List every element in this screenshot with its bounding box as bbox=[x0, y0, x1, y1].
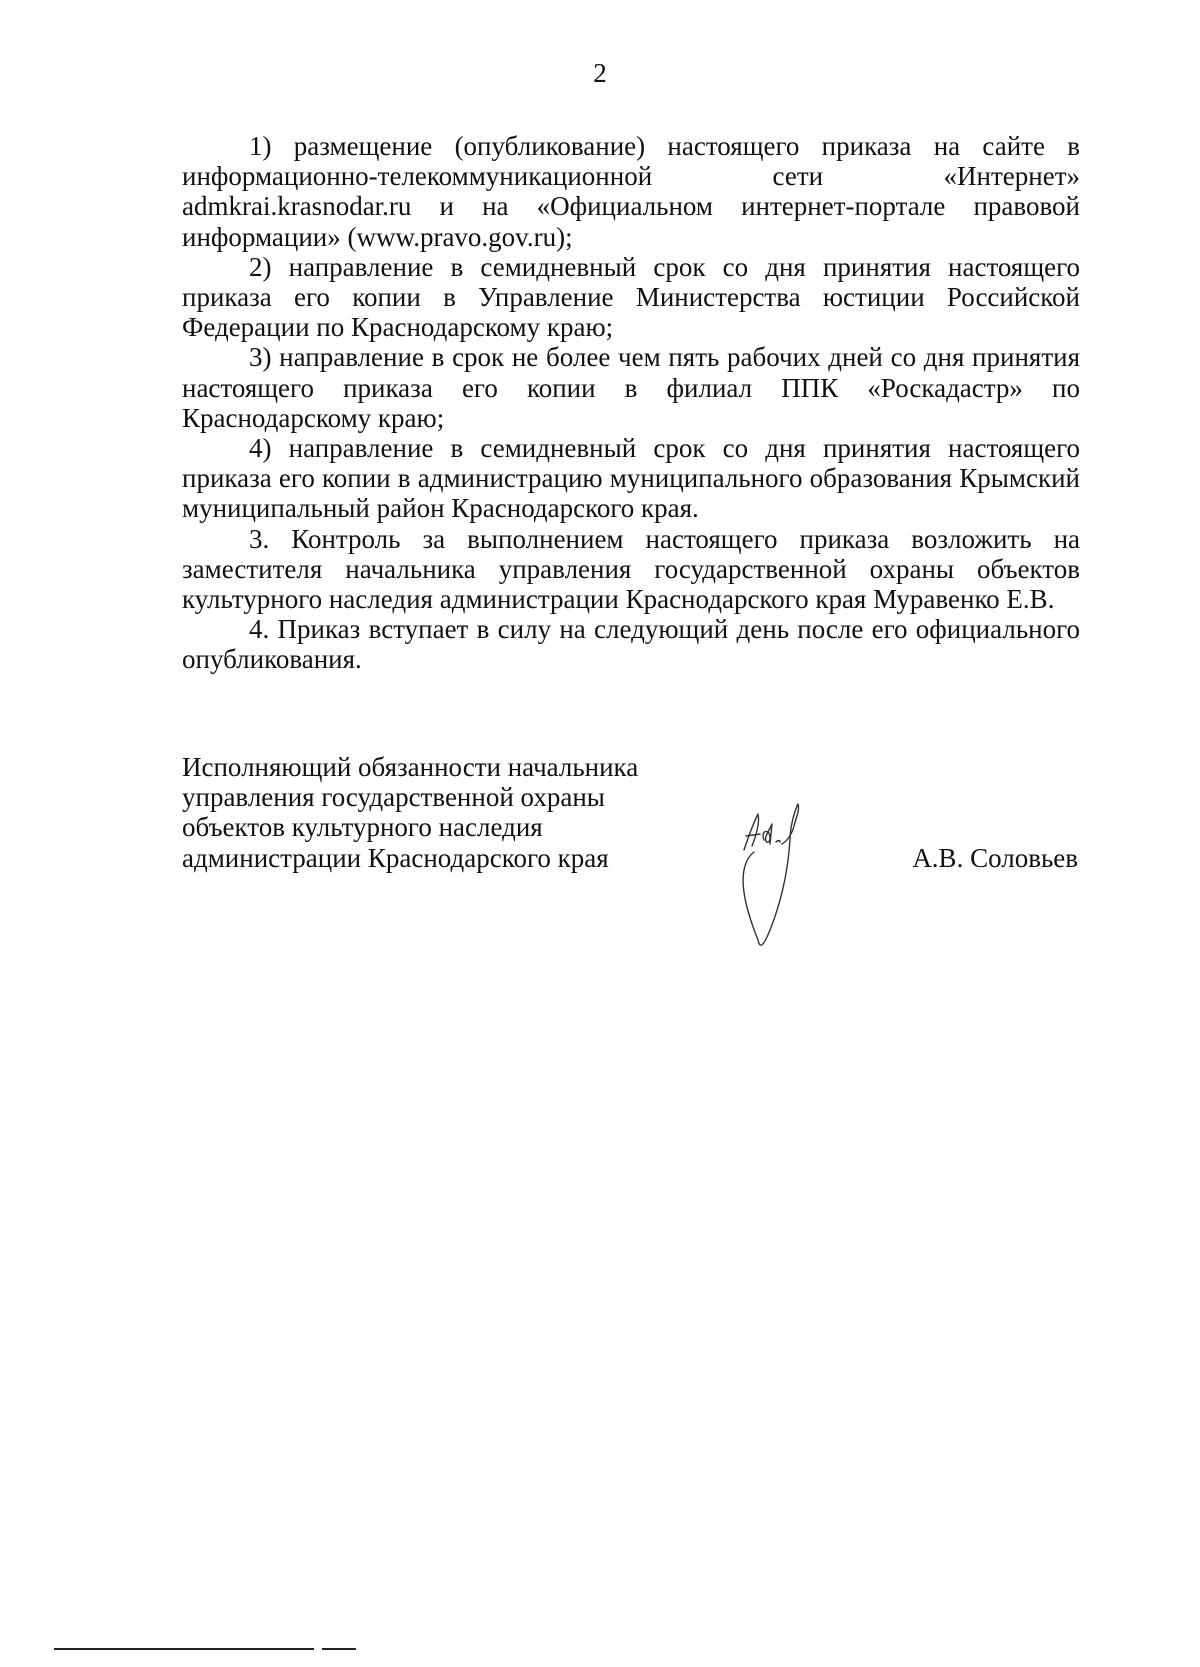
paragraph-entry-into-force: 4. Приказ вступает в силу на следующий день после его официального опубликования. bbox=[182, 614, 1080, 675]
signatory-title-line: администрации Краснодарского края bbox=[182, 842, 609, 873]
handwritten-signature bbox=[730, 800, 850, 970]
paragraph-publication: 1) размещение (опубликование) настоящего приказа на сайте в информационно-телекоммуникационной сети «Интернет» admkrai.krasnodar.ru и на «Официальном интернет-портале правовой информации» (www.pravo.gov.ru); bbox=[182, 131, 1080, 252]
signatory-title-line: Исполняющий обязанности начальника bbox=[182, 752, 639, 782]
signatory-name: А.В. Соловьев bbox=[912, 843, 1078, 873]
paragraph-roskadastr: 3) направление в срок не более чем пять рабочих дней со дня принятия настоящего приказа его копии в филиал ППК «Роскадастр» по Краснодарскому краю; bbox=[182, 342, 1080, 433]
signatory-title-line: объектов культурного наследия bbox=[182, 812, 543, 843]
page-number: 2 bbox=[593, 58, 607, 88]
paragraph-municipal-administration: 4) направление в семидневный срок со дня принятия настоящего приказа его копии в администрацию муниципального образования Крымский муниципальный район Краснодарского края. bbox=[182, 433, 1080, 524]
signatory-title-line: управления государственной охраны bbox=[182, 782, 605, 813]
signatory-title bbox=[182, 752, 682, 873]
footer-divider bbox=[322, 1648, 356, 1650]
document-body bbox=[182, 131, 1080, 675]
footer-divider bbox=[54, 1648, 314, 1650]
paragraph-justice-ministry: 2) направление в семидневный срок со дня принятия настоящего приказа его копии в Управление Министерства юстиции Российской Федерации по Краснодарскому краю; bbox=[182, 251, 1080, 343]
paragraph-control: 3. Контроль за выполнением настоящего приказа возложить на заместителя начальника управления государственной охраны объектов культурного наследия администрации Краснодарского края Муравенко Е.В. bbox=[182, 523, 1080, 615]
